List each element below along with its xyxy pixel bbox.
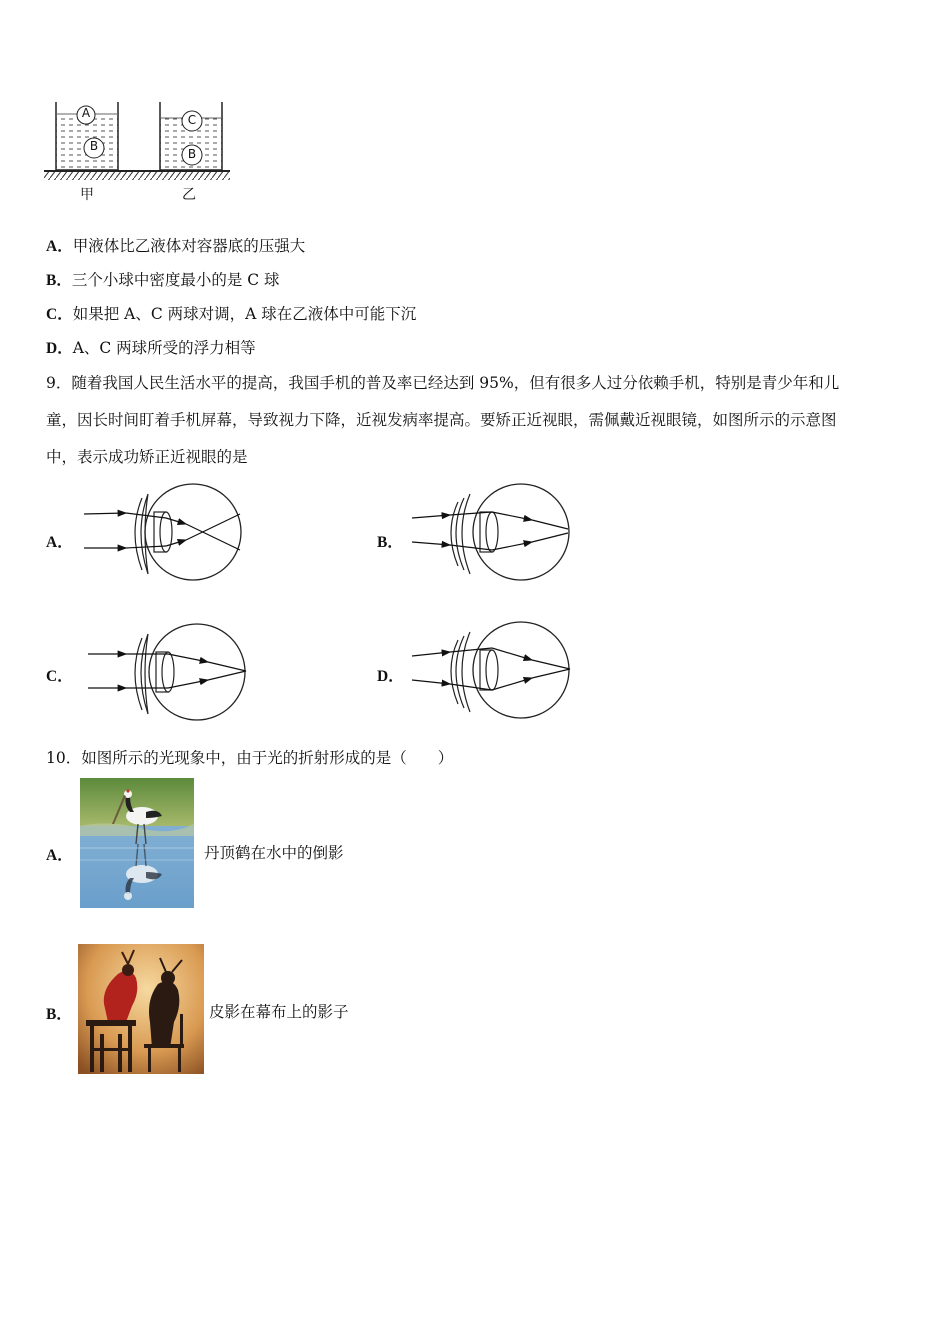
q9-option-b-label: B． [377,534,403,551]
q9-option-a-label: A． [46,534,73,551]
q8-option-d [46,338,256,359]
q9-stem-line-3: 中，表示成功矫正近视眼的是 [46,448,248,466]
eye-diagram-d [410,620,580,724]
q10-option-b-text: 皮影在幕布上的影子 [209,1003,349,1021]
q8-option-c [46,304,416,325]
crane-reflection-photo [80,778,194,908]
option-letter: D． [46,340,73,357]
ball-label-b-right: B [187,147,197,161]
q10-option-a-label: A． [46,847,73,864]
q8-option-a [46,236,305,257]
eye-diagram-a [82,482,252,586]
ball-label-b-left: B [89,139,99,153]
q9-stem-line-1: 9．随着我国人民生活水平的提高，我国手机的普及率已经达到 95%，但有很多人过分依赖手机，特别是青少年和儿 [46,374,840,392]
option-letter: A． [46,238,73,255]
q10-option-b-label: B． [46,1006,72,1023]
ball-label-a: A [81,106,91,120]
beaker-label-jia: 甲 [80,187,94,203]
beaker-label-yi: 乙 [182,187,196,203]
beaker-figure [44,98,234,206]
option-text: 如果把 A、C 两球对调，A 球在乙液体中可能下沉 [72,305,417,323]
ball-label-c: C [187,113,197,127]
q9-option-c-label: C． [46,668,73,685]
option-text: 三个小球中密度最小的是 C 球 [71,271,280,289]
q10-stem: 10．如图所示的光现象中，由于光的折射形成的是（ ） [46,749,454,767]
eye-diagram-c [86,622,256,726]
shadow-puppet-photo [78,944,204,1074]
eye-diagram-b [410,482,580,586]
q9-option-d-label: D． [377,668,404,685]
q9-stem-line-2: 童，因长时间盯着手机屏幕，导致视力下降，近视发病率提高。要矫正近视眼，需佩戴近视眼镜，如图所示的示意图 [46,411,837,429]
q10-option-a-text: 丹顶鹤在水中的倒影 [204,844,344,862]
option-text: A、C 两球所受的浮力相等 [72,339,256,357]
option-letter: B． [46,272,72,289]
option-text: 甲液体比乙液体对容器底的压强大 [72,237,306,255]
option-letter: C． [46,306,73,323]
q8-option-b [46,270,280,291]
